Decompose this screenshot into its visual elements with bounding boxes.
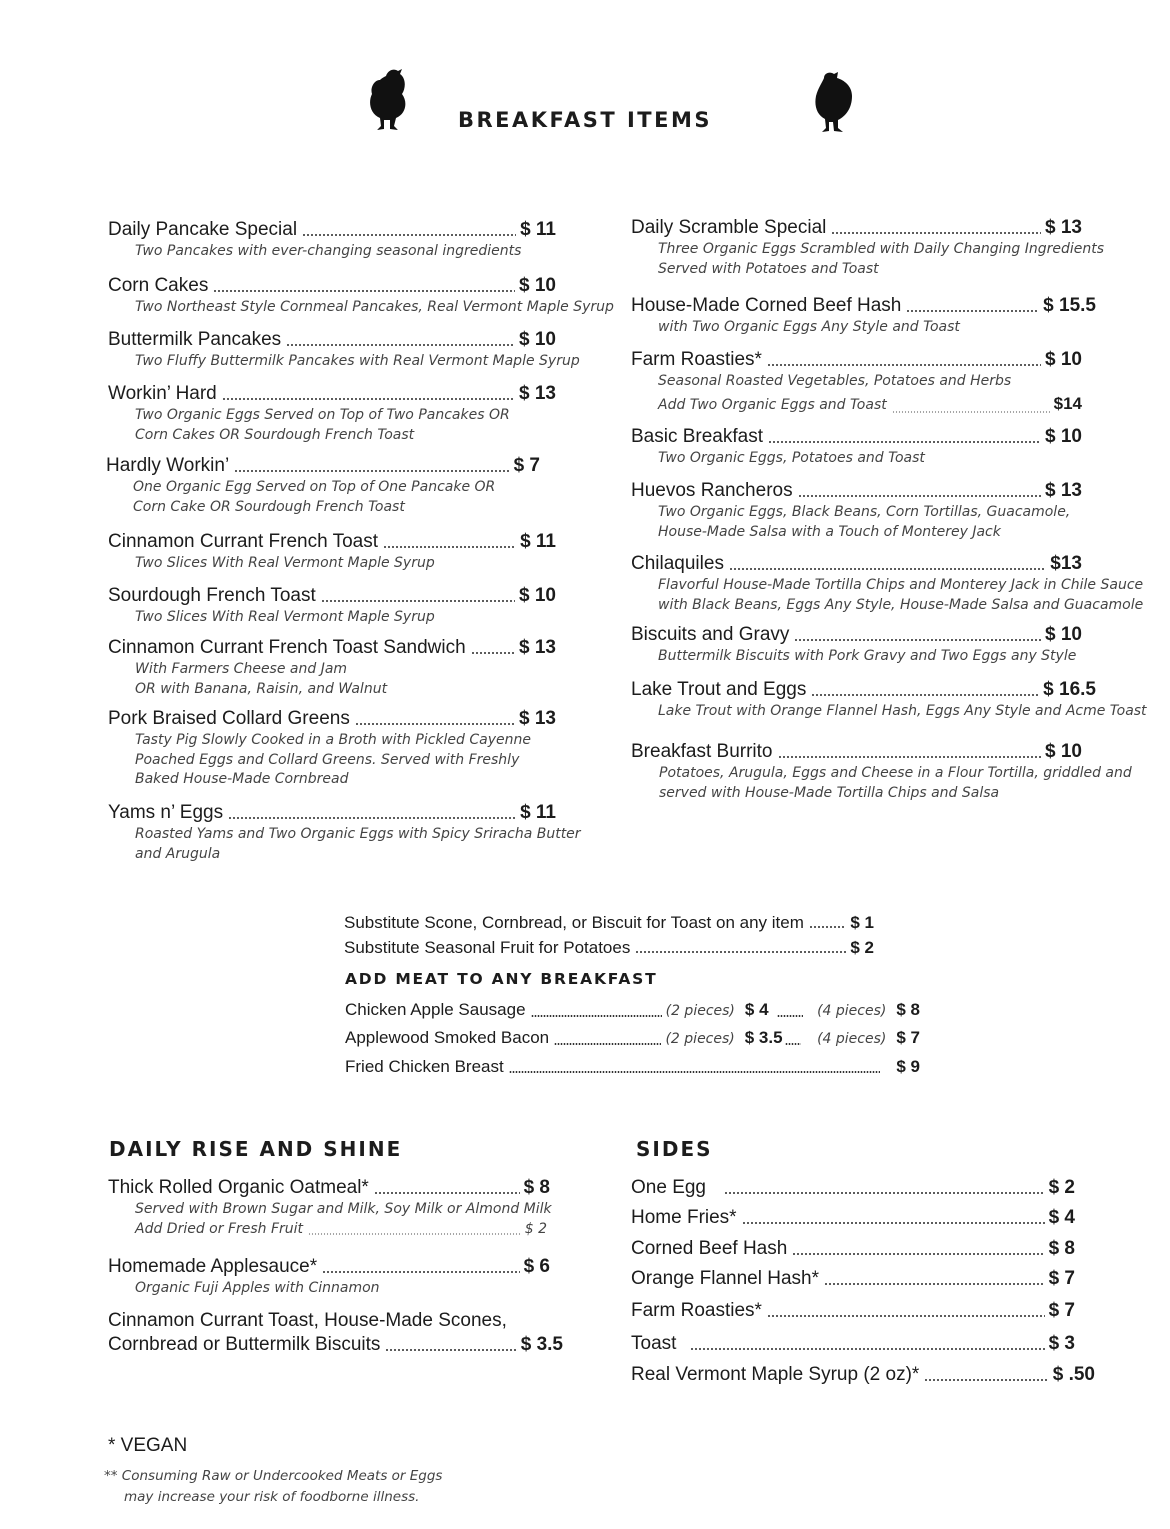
side-item: Real Vermont Maple Syrup (2 oz)* $ .50: [631, 1364, 1095, 1385]
rise-section-heading: DAILY RISE AND SHINE: [109, 1137, 403, 1161]
meat-section-heading: ADD MEAT TO ANY BREAKFAST: [345, 970, 658, 988]
menu-item: Biscuits and Gravy $ 10 Buttermilk Biscuits with Pork Gravy and Two Eggs any Style: [631, 624, 1082, 664]
menu-item: Daily Scramble Special $ 13 Three Organic Eggs Scrambled with Daily Changing Ingredients Served with Potatoes and Toast: [631, 217, 1105, 277]
sides-list: [631, 1176, 1095, 1387]
side-item: Home Fries* $ 4: [631, 1207, 1075, 1228]
meat-line: Fried Chicken Breast $ 9: [345, 1057, 920, 1076]
menu-item: Hardly Workin’ $ 7 One Organic Egg Served on Top of One Pancake OR Corn Cake OR Sourdough French Toast: [106, 455, 540, 515]
menu-item: Breakfast Burrito $ 10 Potatoes, Arugula, Eggs and Cheese in a Flour Tortilla, griddled and served with House-Made Tortilla Chips and Salsa: [631, 741, 1132, 801]
menu-item: House-Made Corned Beef Hash $ 15.5 with Two Organic Eggs Any Style and Toast: [631, 295, 1096, 335]
menu-item: Thick Rolled Organic Oatmeal* $ 8 Served with Brown Sugar and Milk, Soy Milk or Almond Milk Add Dried or Fresh Fruit $ 2: [108, 1177, 552, 1237]
side-item: One Egg $ 2: [631, 1177, 1075, 1198]
vegan-note: * VEGAN: [108, 1435, 188, 1456]
menu-item: Workin’ Hard $ 13 Two Organic Eggs Served on Top of Two Pancakes OR Corn Cakes OR Sourdough French Toast: [108, 383, 556, 443]
right-menu-column: [631, 0, 1147, 820]
meat-line: Applewood Smoked Bacon (2 pieces) $ 3.5 (4 pieces) $ 7: [345, 1028, 920, 1047]
menu-item: Cinnamon Currant French Toast $ 11 Two Slices With Real Vermont Maple Syrup: [108, 531, 556, 571]
page-title: BREAKFAST ITEMS: [457, 108, 712, 132]
menu-item: Chilaquiles $13 Flavorful House-Made Tortilla Chips and Monterey Jack in Chile Sauce with Black Beans, Eggs Any Style, House-Made Salsa and Guacamole: [631, 553, 1144, 613]
menu-item: Daily Pancake Special $ 11 Two Pancakes with ever-changing seasonal ingredients: [108, 219, 556, 259]
menu-item: Buttermilk Pancakes $ 10 Two Fluffy Buttermilk Pancakes with Real Vermont Maple Syrup: [108, 329, 580, 369]
rise-column: [108, 0, 563, 1360]
food-safety-warning: ** Consuming Raw or Undercooked Meats or Eggs may increase your risk of foodborne illness.: [104, 1468, 443, 1505]
menu-item: Sourdough French Toast $ 10 Two Slices With Real Vermont Maple Syrup: [108, 585, 556, 625]
menu-item: Homemade Applesauce* $ 6 Organic Fuji Apples with Cinnamon: [108, 1256, 550, 1296]
menu-item: Pork Braised Collard Greens $ 13 Tasty Pig Slowly Cooked in a Broth with Pickled Cayenne Poached Eggs and Collard Greens. Served with Freshly Baked House-Made Cornbread: [108, 708, 556, 787]
menu-item: Basic Breakfast $ 10 Two Organic Eggs, Potatoes and Toast: [631, 426, 1082, 466]
side-item: Farm Roasties* $ 7: [631, 1300, 1075, 1321]
menu-item: Yams n’ Eggs $ 11 Roasted Yams and Two Organic Eggs with Spicy Sriracha Butter and Arugula: [108, 802, 581, 862]
meat-line: Chicken Apple Sausage (2 pieces) $ 4 (4 pieces) $ 8: [345, 1000, 920, 1019]
menu-item: Huevos Rancheros $ 13 Two Organic Eggs, Black Beans, Corn Tortillas, Guacamole, House-Made Salsa with a Touch of Monterey Jack: [631, 480, 1082, 540]
menu-item: Cinnamon Currant French Toast Sandwich $ 13 With Farmers Cheese and Jam OR with Banana, Raisin, and Walnut: [108, 637, 556, 697]
side-item: Orange Flannel Hash* $ 7: [631, 1268, 1075, 1289]
menu-item: Farm Roasties* $ 10 Seasonal Roasted Vegetables, Potatoes and Herbs Add Two Organic Eggs and Toast $14: [631, 349, 1082, 413]
side-item: Toast $ 3: [631, 1333, 1075, 1354]
menu-item: Lake Trout and Eggs $ 16.5 Lake Trout with Orange Flannel Hash, Eggs Any Style and Acme Toast: [631, 679, 1147, 719]
substitution-line: Substitute Seasonal Fruit for Potatoes $ 2: [344, 938, 874, 957]
sides-section-heading: SIDES: [636, 1137, 713, 1161]
menu-item: Cinnamon Currant Toast, House-Made Scones, Cornbread or Buttermilk Biscuits $ 3.5: [108, 1310, 563, 1355]
side-item: Corned Beef Hash $ 8: [631, 1238, 1075, 1259]
substitution-line: Substitute Scone, Cornbread, or Biscuit for Toast on any item $ 1: [344, 913, 874, 932]
menu-item: Corn Cakes $ 10 Two Northeast Style Cornmeal Pancakes, Real Vermont Maple Syrup: [108, 275, 614, 315]
